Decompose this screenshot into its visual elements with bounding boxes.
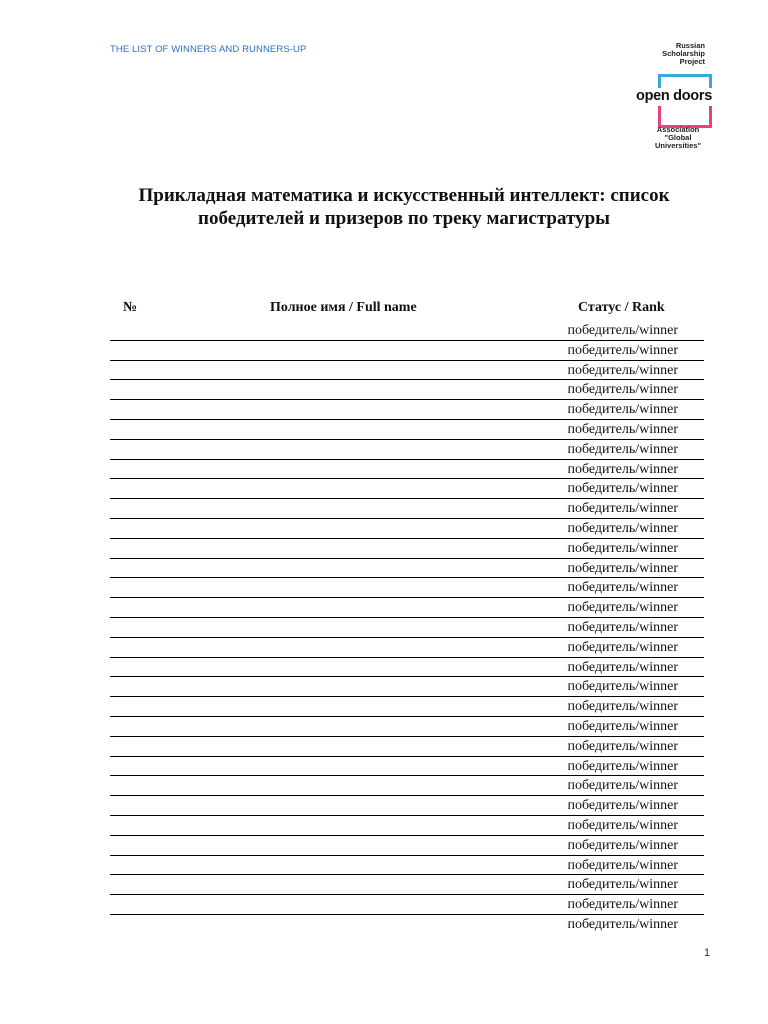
row-rank: победитель/winner xyxy=(567,421,678,437)
row-rank: победитель/winner xyxy=(567,362,678,378)
logo-wordmark: open doors xyxy=(628,88,720,104)
table-row xyxy=(110,757,704,777)
row-rank: победитель/winner xyxy=(567,738,678,754)
row-rank: победитель/winner xyxy=(567,342,678,358)
row-rank: победитель/winner xyxy=(567,639,678,655)
row-rank: победитель/winner xyxy=(567,778,678,794)
row-rank: победитель/winner xyxy=(567,540,678,556)
row-rank: победитель/winner xyxy=(567,600,678,616)
column-header-rank: Статус / Rank xyxy=(578,300,665,315)
row-rank: победитель/winner xyxy=(567,837,678,853)
table-row xyxy=(110,796,704,816)
logo-top-line: Russian xyxy=(675,41,705,50)
table-row xyxy=(110,440,704,460)
row-rank: победитель/winner xyxy=(567,857,678,873)
table-row xyxy=(110,677,704,697)
table-row xyxy=(110,836,704,856)
table-row xyxy=(110,400,704,420)
table-row xyxy=(110,460,704,480)
table-row xyxy=(110,638,704,658)
table-row xyxy=(110,539,704,559)
table-row xyxy=(110,895,704,915)
table-row xyxy=(110,420,704,440)
table-row xyxy=(110,737,704,757)
logo-top-line: Scholarship xyxy=(662,49,705,58)
logo-top-text xyxy=(662,42,705,66)
table-row xyxy=(110,856,704,876)
document-header-title: THE LIST OF WINNERS AND RUNNERS-UP xyxy=(110,44,307,55)
row-rank: победитель/winner xyxy=(567,758,678,774)
open-doors-logo xyxy=(628,42,720,152)
table-row xyxy=(110,519,704,539)
row-rank: победитель/winner xyxy=(567,560,678,576)
row-rank: победитель/winner xyxy=(567,580,678,596)
table-row xyxy=(110,658,704,678)
document-title-line: Прикладная математика и искусственный интеллект: список xyxy=(138,185,670,206)
table-body xyxy=(110,321,704,935)
table-row xyxy=(110,361,704,381)
row-rank: победитель/winner xyxy=(567,520,678,536)
table-row xyxy=(110,341,704,361)
table-row xyxy=(110,875,704,895)
row-rank: победитель/winner xyxy=(567,798,678,814)
logo-bottom-line: Association xyxy=(656,125,700,134)
table-row xyxy=(110,479,704,499)
logo-bottom-line: Universities" xyxy=(654,141,702,150)
row-rank: победитель/winner xyxy=(567,659,678,675)
document-title xyxy=(90,184,718,230)
row-rank: победитель/winner xyxy=(567,382,678,398)
row-rank: победитель/winner xyxy=(567,916,678,932)
page-number: 1 xyxy=(704,947,711,959)
table-row xyxy=(110,559,704,579)
row-rank: победитель/winner xyxy=(567,461,678,477)
table-row xyxy=(110,598,704,618)
table-row xyxy=(110,499,704,519)
document-title-line: победителей и призеров по треку магистратуры xyxy=(198,208,610,229)
column-header-full-name: Полное имя / Full name xyxy=(270,300,417,315)
table-row xyxy=(110,618,704,638)
logo-bottom-text xyxy=(650,126,706,150)
table-row xyxy=(110,578,704,598)
row-rank: победитель/winner xyxy=(567,481,678,497)
row-rank: победитель/winner xyxy=(567,679,678,695)
logo-top-line: Project xyxy=(679,57,705,66)
row-rank: победитель/winner xyxy=(567,323,678,338)
row-rank: победитель/winner xyxy=(567,699,678,715)
table-row xyxy=(110,776,704,796)
row-rank: победитель/winner xyxy=(567,718,678,734)
table-row xyxy=(110,380,704,400)
logo-bottom-line: "Global xyxy=(664,133,692,142)
row-rank: победитель/winner xyxy=(567,402,678,418)
row-rank: победитель/winner xyxy=(567,817,678,833)
row-rank: победитель/winner xyxy=(567,877,678,893)
table-row xyxy=(110,816,704,836)
row-rank: победитель/winner xyxy=(567,619,678,635)
table-row xyxy=(110,915,704,935)
table-row xyxy=(110,321,704,341)
table-row xyxy=(110,697,704,717)
table-row xyxy=(110,717,704,737)
table-header xyxy=(110,297,704,321)
row-rank: победитель/winner xyxy=(567,441,678,457)
row-rank: победитель/winner xyxy=(567,897,678,913)
row-rank: победитель/winner xyxy=(567,501,678,517)
column-header-number: № xyxy=(123,300,138,315)
